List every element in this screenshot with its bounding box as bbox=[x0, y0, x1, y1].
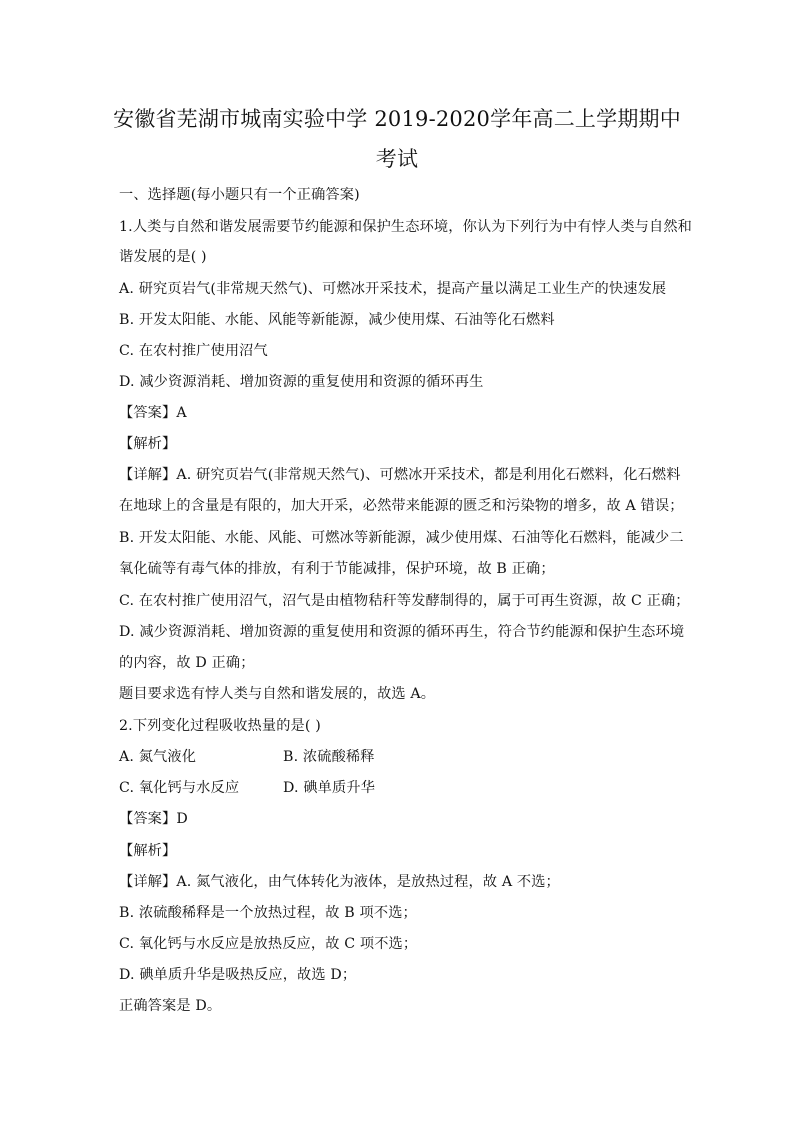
q1-stem-line2: 谐发展的是( ) bbox=[119, 249, 207, 265]
q1-detail-line2: 在地球上的含量是有限的，加大开采，必然带来能源的匮乏和污染物的增多，故 A 错误； bbox=[119, 498, 684, 514]
q1-option-d: D. 减少资源消耗、增加资源的重复使用和资源的循环再生 bbox=[119, 374, 484, 390]
q1-stem-line1: 1.人类与自然和谐发展需要节约能源和保护生态环境，你认为下列行为中有悖人类与自然和 bbox=[119, 219, 693, 235]
q1-analysis-label: 【解析】 bbox=[119, 436, 177, 452]
q2-analysis-label: 【解析】 bbox=[119, 843, 177, 859]
q2-stem: 2.下列变化过程吸收热量的是( ) bbox=[119, 718, 321, 734]
q2-option-b: B. 浓硫酸稀释 bbox=[283, 749, 375, 765]
q1-option-b: B. 开发太阳能、水能、风能等新能源，减少使用煤、石油等化石燃料 bbox=[119, 312, 555, 328]
document-title-line1: 安徽省芜湖市城南实验中学 2019-2020学年高二上学期期中 bbox=[113, 107, 681, 131]
q2-conclusion: 正确答案是 D。 bbox=[119, 998, 222, 1014]
q2-option-a: A. 氮气液化 bbox=[119, 749, 197, 765]
q2-detail-line2: B. 浓硫酸稀释是一个放热过程，故 B 项不选； bbox=[119, 905, 417, 921]
q1-detail-line1: 【详解】A. 研究页岩气(非常规天然气)、可燃冰开采技术，都是利用化石燃料，化石燃料 bbox=[119, 467, 681, 483]
q1-detail-line6: D. 减少资源消耗、增加资源的重复使用和资源的循环再生，符合节约能源和保护生态环境 bbox=[119, 624, 685, 640]
document-title-line2: 考试 bbox=[375, 147, 419, 171]
section-heading: 一、选择题(每小题只有一个正确答案) bbox=[119, 187, 360, 203]
q2-detail-line1: 【详解】A. 氮气液化，由气体转化为液体，是放热过程，故 A 不选； bbox=[119, 874, 560, 890]
q1-detail-line7: 的内容，故 D 正确； bbox=[119, 655, 255, 671]
q2-option-c: C. 氧化钙与水反应 bbox=[119, 780, 240, 796]
q1-detail-line5: C. 在农村推广使用沼气，沼气是由植物秸秆等发酵制得的，属于可再生资源，故 C 正确； bbox=[119, 593, 690, 609]
q1-detail-line3: B. 开发太阳能、水能、风能、可燃冰等新能源，减少使用煤、石油等化石燃料，能减少二 bbox=[119, 530, 684, 546]
q2-detail-line4: D. 碘单质升华是吸热反应，故选 D； bbox=[119, 967, 357, 983]
q2-answer: 【答案】D bbox=[119, 811, 188, 827]
q1-detail-line4: 氧化硫等有毒气体的排放，有利于节能减排，保护环境，故 B 正确； bbox=[119, 561, 555, 577]
q1-conclusion: 题目要求选有悖人类与自然和谐发展的，故选 A。 bbox=[119, 686, 436, 702]
q1-option-c: C. 在农村推广使用沼气 bbox=[119, 343, 268, 359]
q1-answer: 【答案】A bbox=[119, 405, 187, 421]
q1-option-a: A. 研究页岩气(非常规天然气)、可燃冰开采技术，提高产量以满足工业生产的快速发展 bbox=[119, 281, 667, 297]
q2-detail-line3: C. 氧化钙与水反应是放热反应，故 C 项不选； bbox=[119, 936, 418, 952]
q2-option-d: D. 碘单质升华 bbox=[283, 780, 376, 796]
